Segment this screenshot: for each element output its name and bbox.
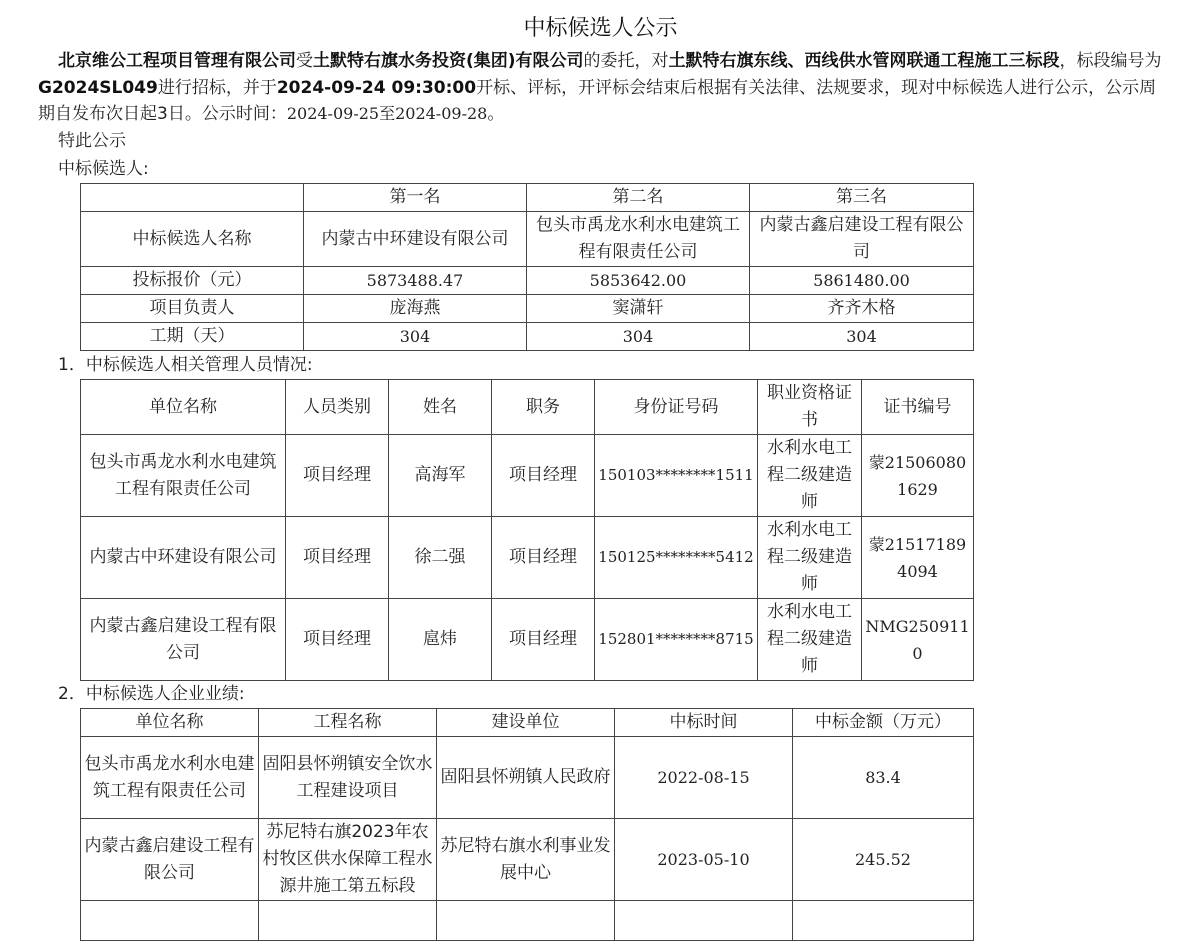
company-name — [81, 901, 259, 941]
id-number: 150103********1511 — [595, 435, 758, 517]
award-amount: 83.4 — [793, 737, 974, 819]
tender-code: G2024SL049 — [38, 77, 158, 98]
table-row — [81, 819, 974, 901]
duration-days: 304 — [304, 323, 527, 351]
intro-text-6: 。 — [487, 104, 505, 124]
notice-text: 特此公示 — [58, 131, 126, 151]
staff-position: 项目经理 — [492, 599, 595, 681]
project-lead: 窦潇轩 — [527, 295, 750, 323]
candidate-name: 内蒙古中环建设有限公司 — [304, 212, 527, 267]
qualification: 水利水电工程二级建造师 — [758, 599, 862, 681]
table-row — [81, 901, 974, 941]
id-number: 152801********8715 — [595, 599, 758, 681]
intro-text-3: ，标段编号为 — [1059, 51, 1162, 71]
company-name: 包头市禹龙水利水电建筑工程有限责任公司 — [81, 737, 259, 819]
column-header: 身份证号码 — [595, 380, 758, 435]
bid-price: 5861480.00 — [750, 267, 974, 295]
table-row — [81, 517, 974, 599]
duration-days: 304 — [750, 323, 974, 351]
personnel-table — [80, 379, 974, 681]
owner-unit: 苏尼特右旗水利事业发展中心 — [437, 819, 615, 901]
project-name: 苏尼特右旗2023年农村牧区供水保障工程水源井施工第五标段 — [259, 819, 437, 901]
company-name: 内蒙古鑫启建设工程有限公司 — [81, 819, 259, 901]
owner-unit — [437, 901, 615, 941]
staff-position: 项目经理 — [492, 517, 595, 599]
column-header: 职业资格证书 — [758, 380, 862, 435]
id-number: 150125********5412 — [595, 517, 758, 599]
staff-category: 项目经理 — [286, 599, 389, 681]
staff-name: 徐二强 — [389, 517, 492, 599]
column-header: 姓名 — [389, 380, 492, 435]
duration-days: 304 — [527, 323, 750, 351]
row-label: 工期（天） — [81, 323, 304, 351]
section2-heading: 2．中标候选人企业业绩: — [58, 684, 245, 704]
award-amount: 245.52 — [793, 819, 974, 901]
rank-header: 第二名 — [527, 184, 750, 212]
bid-price: 5873488.47 — [304, 267, 527, 295]
certificate-number: 蒙215060801629 — [862, 435, 974, 517]
column-header: 证书编号 — [862, 380, 974, 435]
intro-text-5: 开标、评标，开评标会结束后根据有关法律、法规要求，现对中标候选人进行公示，公示周期自发布次日起3日。公示时间： — [38, 77, 1157, 124]
project-lead: 齐齐木格 — [750, 295, 974, 323]
section1-heading: 1．中标候选人相关管理人员情况: — [58, 355, 313, 375]
performance-header-row — [81, 709, 974, 737]
row-label: 投标报价（元） — [81, 267, 304, 295]
candidate-name-row — [81, 212, 974, 267]
row-label: 中标候选人名称 — [81, 212, 304, 267]
column-header: 工程名称 — [259, 709, 437, 737]
column-header: 中标时间 — [615, 709, 793, 737]
agency-name: 北京维公工程项目管理有限公司 — [58, 51, 296, 71]
intro-text-4: 进行招标，并于 — [157, 77, 277, 98]
qualification: 水利水电工程二级建造师 — [758, 517, 862, 599]
table-row — [81, 435, 974, 517]
candidate-name: 内蒙古鑫启建设工程有限公司 — [750, 212, 974, 267]
staff-name: 高海军 — [389, 435, 492, 517]
award-date: 2022-08-15 — [615, 737, 793, 819]
project-name — [259, 901, 437, 941]
staff-category: 项目经理 — [286, 435, 389, 517]
publicity-period: 2024-09-25至2024-09-28 — [286, 104, 488, 123]
rank-header: 第一名 — [304, 184, 527, 212]
intro-paragraph — [38, 48, 1166, 128]
performance-table — [80, 708, 974, 941]
staff-name: 扈炜 — [389, 599, 492, 681]
candidates-header-row — [81, 184, 974, 212]
column-header: 建设单位 — [437, 709, 615, 737]
client-name: 土默特右旗水务投资(集团)有限公司 — [313, 51, 584, 71]
staff-category: 项目经理 — [286, 517, 389, 599]
open-time: 2024-09-24 09:30:00 — [276, 77, 477, 98]
bid-price: 5853642.00 — [527, 267, 750, 295]
project-name: 固阳县怀朔镇安全饮水工程建设项目 — [259, 737, 437, 819]
company-name: 内蒙古鑫启建设工程有限公司 — [81, 599, 286, 681]
table-row — [81, 737, 974, 819]
header-cell-empty — [81, 184, 304, 212]
rank-header: 第三名 — [750, 184, 974, 212]
project-name: 土默特右旗东线、西线供水管网联通工程施工三标段 — [668, 51, 1060, 71]
award-date — [615, 901, 793, 941]
column-header: 单位名称 — [81, 380, 286, 435]
bid-price-row — [81, 267, 974, 295]
intro-text-2: 的委托，对 — [583, 51, 669, 71]
column-header: 职务 — [492, 380, 595, 435]
page-title: 中标候选人公示 — [523, 16, 678, 41]
personnel-header-row — [81, 380, 974, 435]
candidates-heading: 中标候选人: — [58, 159, 149, 179]
project-lead: 庞海燕 — [304, 295, 527, 323]
company-name: 内蒙古中环建设有限公司 — [81, 517, 286, 599]
award-date: 2023-05-10 — [615, 819, 793, 901]
intro-text-1: 受 — [296, 51, 313, 71]
duration-row — [81, 323, 974, 351]
column-header: 中标金额（万元） — [793, 709, 974, 737]
award-amount — [793, 901, 974, 941]
certificate-number: NMG2509110 — [862, 599, 974, 681]
candidate-name: 包头市禹龙水利水电建筑工程有限责任公司 — [527, 212, 750, 267]
column-header: 人员类别 — [286, 380, 389, 435]
table-row — [81, 599, 974, 681]
candidates-table — [80, 183, 974, 351]
project-lead-row — [81, 295, 974, 323]
row-label: 项目负责人 — [81, 295, 304, 323]
column-header: 单位名称 — [81, 709, 259, 737]
owner-unit: 固阳县怀朔镇人民政府 — [437, 737, 615, 819]
certificate-number: 蒙215171894094 — [862, 517, 974, 599]
qualification: 水利水电工程二级建造师 — [758, 435, 862, 517]
staff-position: 项目经理 — [492, 435, 595, 517]
company-name: 包头市禹龙水利水电建筑工程有限责任公司 — [81, 435, 286, 517]
